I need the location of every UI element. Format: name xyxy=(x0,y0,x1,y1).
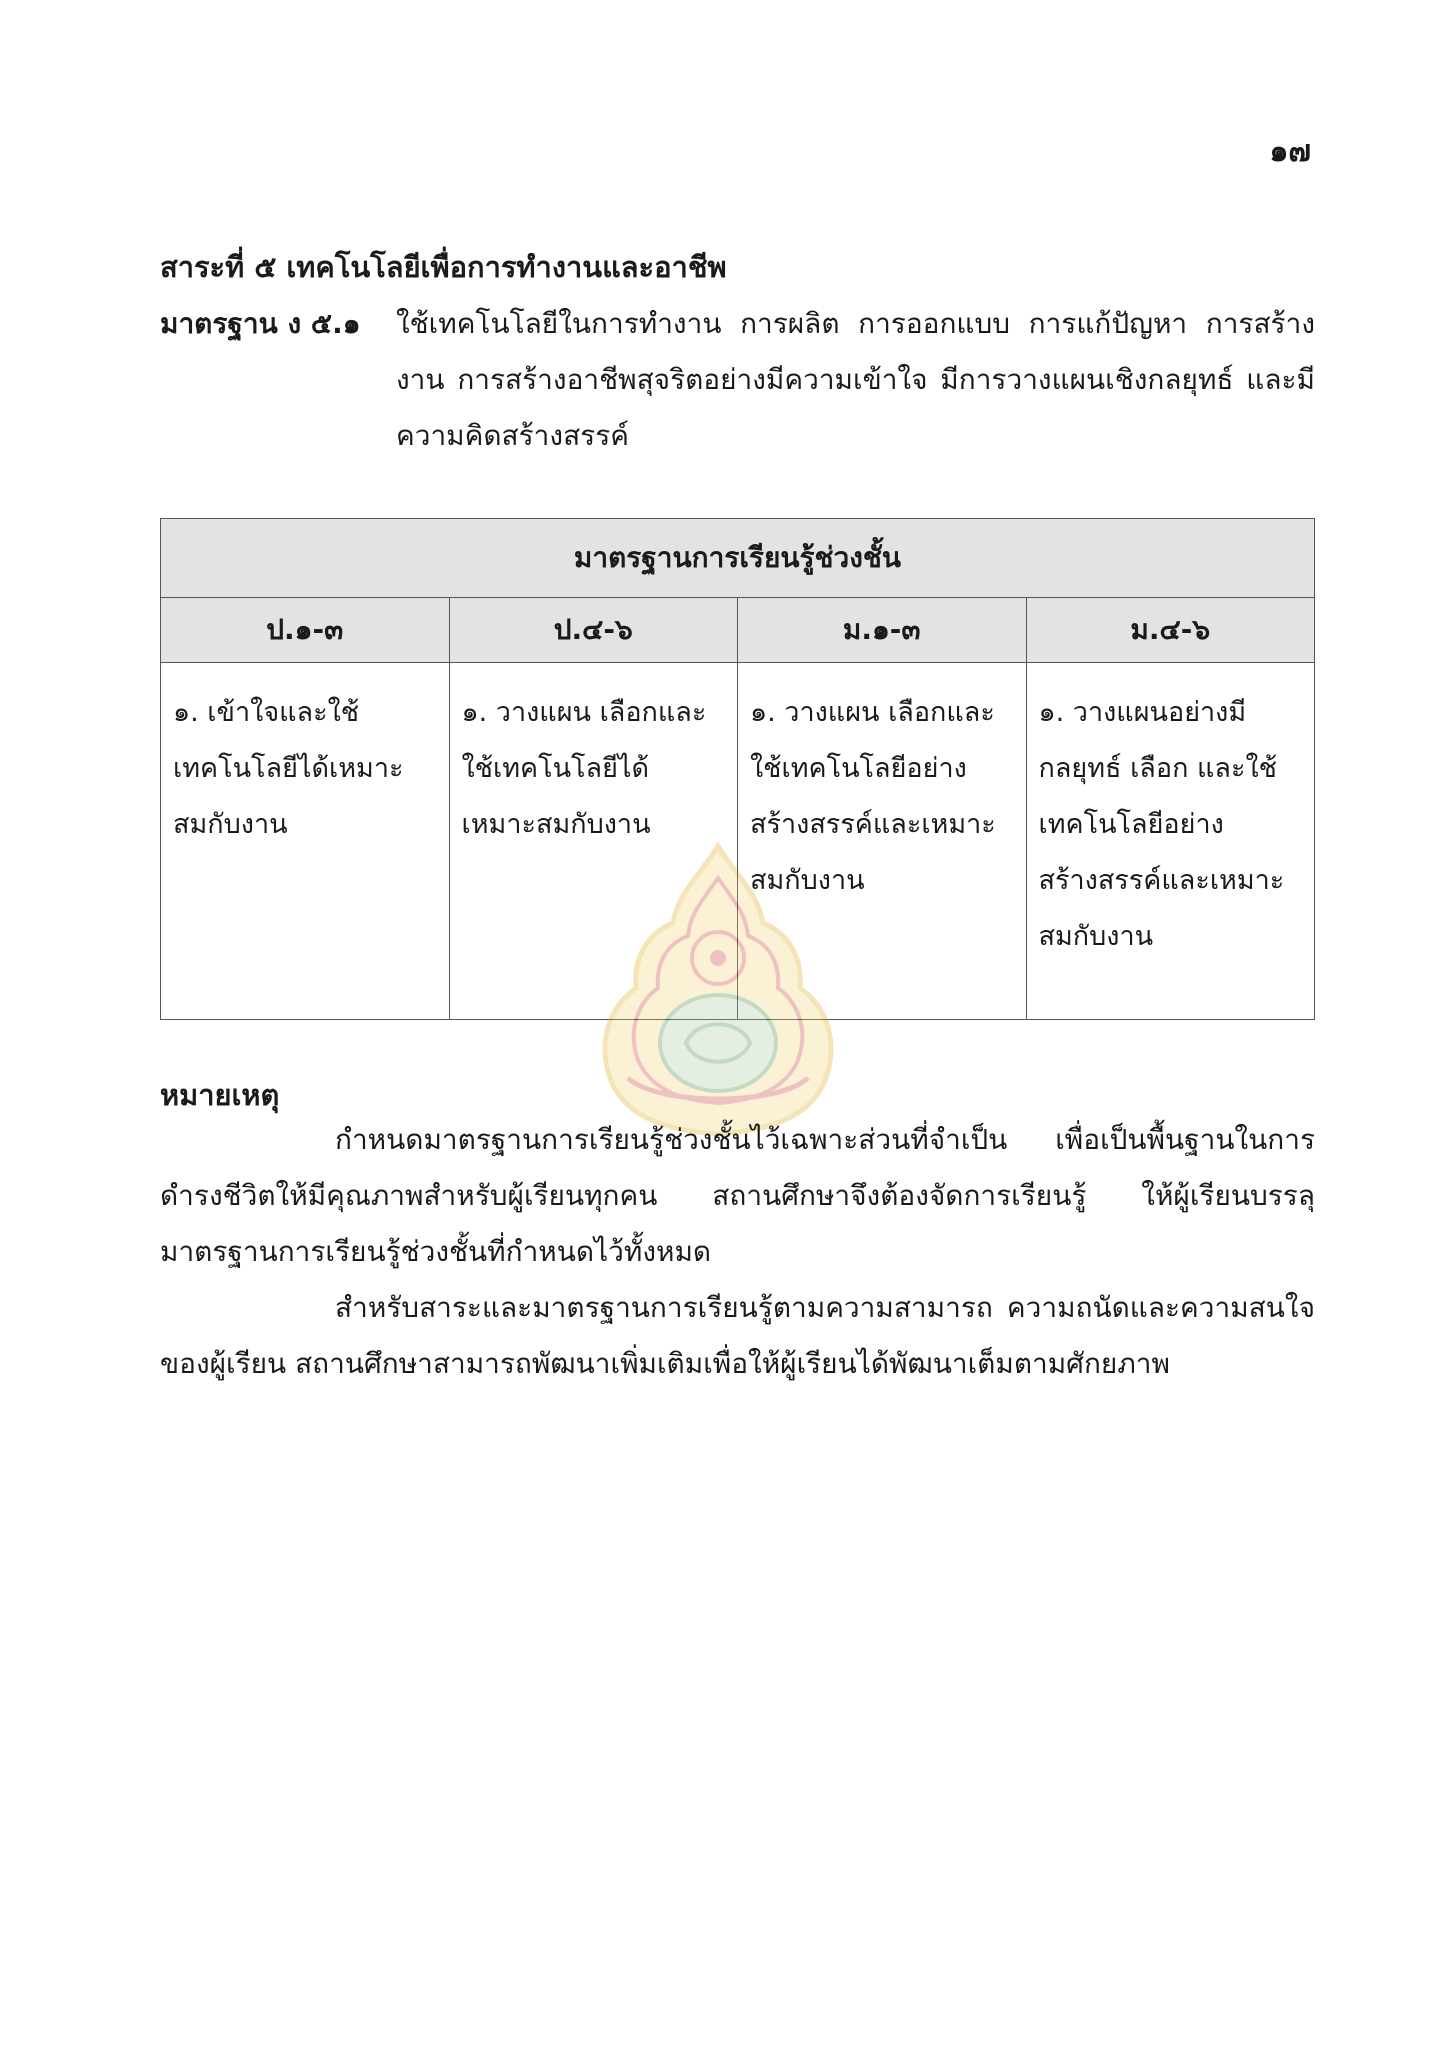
grade-column-p1-3: ป.๑-๓ xyxy=(161,598,450,663)
notes-body xyxy=(160,1112,1315,1392)
table-cell-p4-6: ๑. วางแผน เลือกและใช้เทคโนโลยีได้เหมาะสมกับงาน xyxy=(449,663,738,1020)
grade-column-p4-6: ป.๔-๖ xyxy=(449,598,738,663)
table-header: มาตรฐานการเรียนรู้ช่วงชั้น xyxy=(161,519,1315,598)
grade-column-m1-3: ม.๑-๓ xyxy=(738,598,1027,663)
table-cell-p1-3: ๑. เข้าใจและใช้เทคโนโลยีได้เหมาะสมกับงาน xyxy=(161,663,450,1020)
table-cell-m1-3: ๑. วางแผน เลือกและใช้เทคโนโลยีอย่างสร้างสรรค์และเหมาะสมกับงาน xyxy=(738,663,1027,1020)
page-number: ๑๗ xyxy=(1269,134,1311,169)
learning-standards-table xyxy=(160,518,1315,1020)
notes-paragraph: สำหรับสาระและมาตรฐานการเรียนรู้ตามความสามารถ ความถนัดและความสนใจของผู้เรียน สถานศึกษาสามารถพัฒนาเพิ่มเติมเพื่อให้ผู้เรียนได้พัฒนาเต็มตามศักยภาพ xyxy=(160,1291,1315,1380)
notes-paragraph: กำหนดมาตรฐานการเรียนรู้ช่วงชั้นไว้เฉพาะส่วนที่จำเป็น เพื่อเป็นพื้นฐานในการดำรงชีวิตให้มีคุณภาพสำหรับผู้เรียนทุกคน สถานศึกษาจึงต้องจัดการเรียนรู้ ให้ผู้เรียนบรรลุมาตรฐานการเรียนรู้ช่วงชั้นที่กำหนดไว้ทั้งหมด xyxy=(160,1123,1315,1268)
notes-title: หมายเหตุ xyxy=(160,1078,280,1112)
standard-text: ใช้เทคโนโลยีในการทำงาน การผลิต การออกแบบ การแก้ปัญหา การสร้างงาน การสร้างอาชีพสุจริตอย่างมีความเข้าใจ มีการวางแผนเชิงกลยุทธ์ และมีความคิดสร้างสรรค์ xyxy=(396,307,1315,452)
standard-block xyxy=(160,296,1315,464)
table-cell-m4-6: ๑. วางแผนอย่างมีกลยุทธ์ เลือก และใช้เทคโนโลยีอย่างสร้างสรรค์และเหมาะสมกับงาน xyxy=(1026,663,1315,1020)
strand-title: สาระที่ ๕ เทคโนโลยีเพื่อการทำงานและอาชีพ xyxy=(160,250,727,284)
standard-code: มาตรฐาน ง ๕.๑ xyxy=(160,307,361,340)
grade-column-m4-6: ม.๔-๖ xyxy=(1026,598,1315,663)
